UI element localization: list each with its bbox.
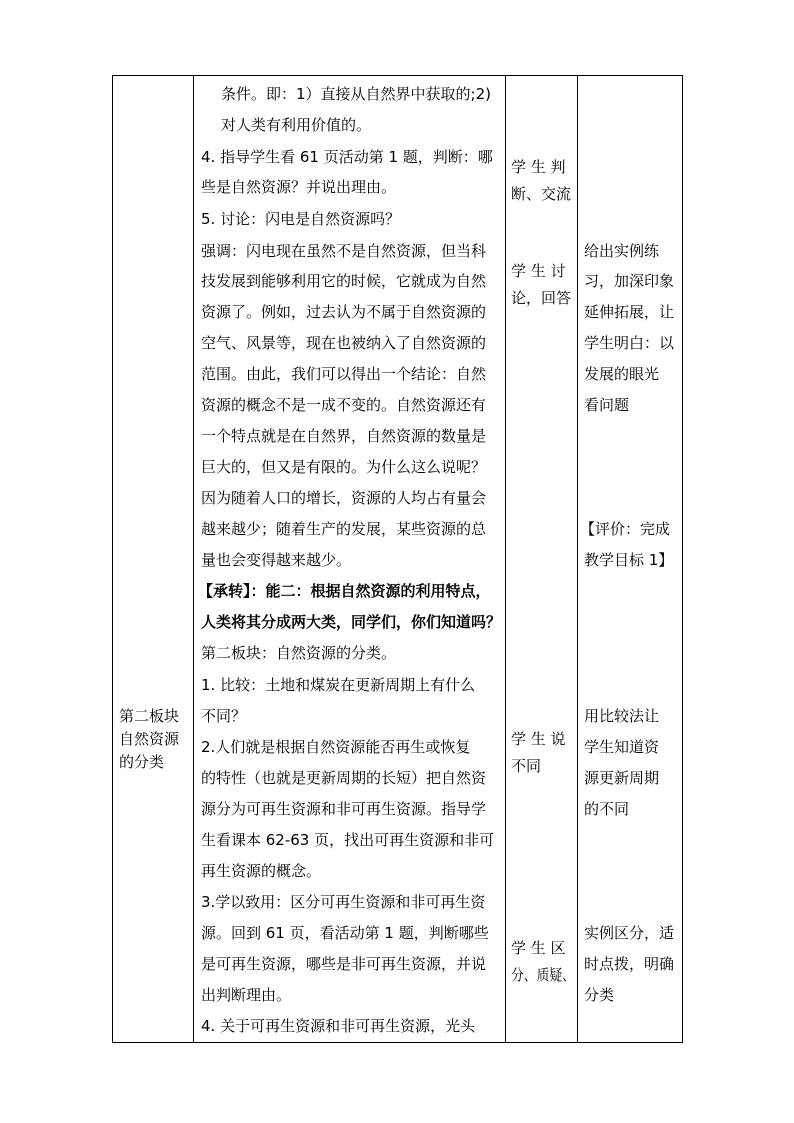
teacher-line: 是可再生资源，哪些是非可再生资源，并说 xyxy=(201,955,487,973)
teacher-line: 范围。由此，我们可以得出一个结论：自然 xyxy=(201,365,487,383)
teacher-line: 不同？ xyxy=(201,707,247,725)
teacher-line: 强调：闪电现在虽然不是自然资源，但当科 xyxy=(201,242,487,260)
teacher-line: 2.人们就是根据自然资源能否再生或恢复 xyxy=(201,738,471,756)
teacher-line: 些是自然资源？并说出理由。 xyxy=(201,178,397,196)
teacher-line: 越来越少；随着生产的发展，某些资源的总 xyxy=(201,520,487,538)
teacher-line: 一个特点就是在自然界，自然资源的数量是 xyxy=(201,427,487,445)
teacher-line: 对人类有利用价值的。 xyxy=(221,116,372,134)
design-intent-cell xyxy=(578,76,683,1043)
student-line: 学 生 讨 xyxy=(511,262,566,280)
teacher-line: 再生资源的概念。 xyxy=(201,862,322,880)
student-line: 不同 xyxy=(511,757,542,775)
teacher-line: 巨大的，但又是有限的。为什么这么说呢？ xyxy=(201,458,487,476)
teacher-line: 条件。即：1）直接从自然界中获取的;2) xyxy=(221,85,491,103)
intent-line: 延伸拓展，让 xyxy=(584,303,675,321)
intent-line: 发展的眼光 xyxy=(584,365,660,383)
intent-line: 时点拨，明确 xyxy=(584,955,675,973)
intent-line: 源更新周期 xyxy=(584,769,660,787)
teacher-line: 空气、风景等，现在也被纳入了自然资源的 xyxy=(201,334,487,352)
teacher-line: 第二板块：自然资源的分类。 xyxy=(201,644,397,662)
intent-line: 习，加深印象 xyxy=(584,272,675,290)
teacher-line: 1. 比较：土地和煤炭在更新周期上有什么 xyxy=(201,676,476,694)
teacher-line: 的特性（也就是更新周期的长短）把自然资 xyxy=(201,769,487,787)
evaluation-line: 【评价：完成 xyxy=(580,520,671,538)
intent-line: 学生明白：以 xyxy=(584,334,675,352)
student-line: 学 生 判 xyxy=(511,158,566,176)
intent-line: 用比较法让 xyxy=(584,707,660,725)
teacher-activity-cell xyxy=(194,76,506,1043)
lesson-plan-table xyxy=(112,75,683,1043)
intent-line: 给出实例练 xyxy=(584,242,660,260)
section-name-line: 的分类 xyxy=(119,753,165,771)
student-activity-cell xyxy=(506,76,578,1043)
section-name-line: 第二板块 xyxy=(119,707,180,725)
student-line: 学 生 说 xyxy=(511,730,566,748)
section-name-line: 自然资源 xyxy=(119,730,180,748)
teacher-line: 技发展到能够利用它的时候，它就成为自然 xyxy=(201,272,487,290)
section-cell xyxy=(113,76,194,1043)
transition-line: 【承转】：能二：根据自然资源的利用特点， xyxy=(198,582,491,600)
teacher-line: 资源了。例如，过去认为不属于自然资源的 xyxy=(201,303,487,321)
intent-line: 的不同 xyxy=(584,800,630,818)
intent-line: 实例区分，适 xyxy=(584,924,675,942)
teacher-line: 5. 讨论：闪电是自然资源吗？ xyxy=(201,210,401,228)
student-line: 学 生 区 xyxy=(511,939,566,957)
teacher-line: 4. 关于可再生资源和非可再生资源，光头 xyxy=(201,1017,476,1035)
table-row xyxy=(113,76,683,1043)
teacher-line: 资源的概念不是一成不变的。自然资源还有 xyxy=(201,396,487,414)
teacher-line: 生看课本 62-63 页，找出可再生资源和非可 xyxy=(201,831,495,849)
intent-line: 学生知道资 xyxy=(584,738,660,756)
intent-line: 分类 xyxy=(584,986,615,1004)
teacher-line: 源分为可再生资源和非可再生资源。指导学 xyxy=(201,800,487,818)
student-line: 断、交流 xyxy=(511,185,572,203)
student-line: 分、质疑、 xyxy=(511,966,575,984)
transition-line: 人类将其分成两大类，同学们，你们知道吗？ xyxy=(201,613,502,631)
teacher-line: 源。回到 61 页，看活动第 1 题，判断哪些 xyxy=(201,924,489,942)
intent-line: 看问题 xyxy=(584,396,630,414)
teacher-line: 4. 指导学生看 61 页活动第 1 题，判断：哪 xyxy=(201,148,493,166)
teacher-line: 因为随着人口的增长，资源的人均占有量会 xyxy=(201,489,487,507)
teacher-line: 量也会变得越来越少。 xyxy=(201,551,352,569)
evaluation-line: 教学目标 1】 xyxy=(584,551,674,569)
teacher-line: 出判断理由。 xyxy=(201,986,292,1004)
student-line: 论，回答 xyxy=(511,289,572,307)
teacher-line: 3.学以致用：区分可再生资源和非可再生资 xyxy=(201,893,486,911)
